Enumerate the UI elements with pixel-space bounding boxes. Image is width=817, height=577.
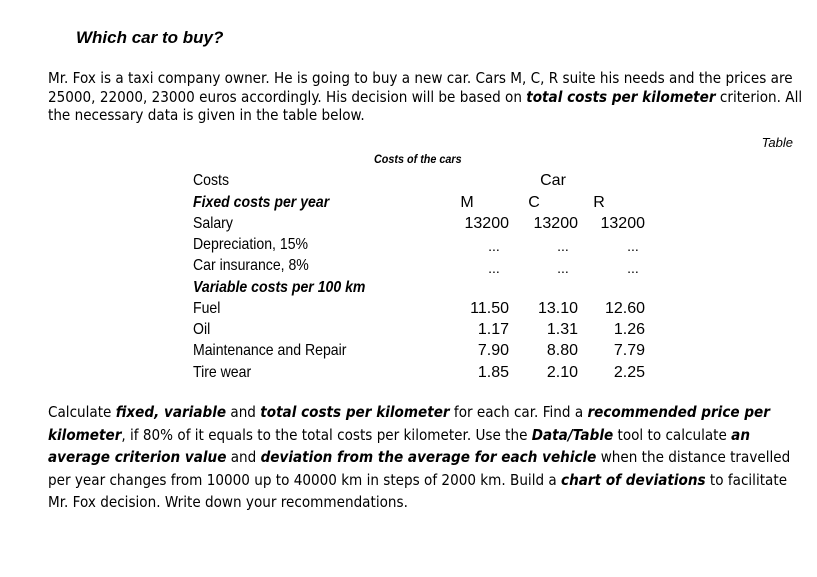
oil-c: 1.31 <box>546 321 578 338</box>
task-emphasis: an average criterion value <box>48 425 751 466</box>
table-caption: Costs of the cars <box>374 152 462 166</box>
variable-costs-header: Variable costs per 100 km <box>193 279 366 296</box>
costs-header: Costs <box>193 172 229 189</box>
car-m-header: M <box>460 194 474 211</box>
fixed-costs-header: Fixed costs per year <box>193 194 330 211</box>
task-paragraph <box>48 401 804 514</box>
car-c-header: C <box>528 194 540 211</box>
depreciation-label: Depreciation, 15% <box>193 236 309 253</box>
car-header: Car <box>540 172 566 189</box>
maintenance-c: 8.80 <box>546 342 578 359</box>
task-emphasis: deviation from the average for each vehicle <box>260 448 597 466</box>
task-text: to facilitate Mr. Fox decision. Write down your recommendations. <box>48 470 788 511</box>
depreciation-m: ... <box>488 238 500 254</box>
insurance-r: ... <box>627 260 639 276</box>
fuel-c: 13.10 <box>537 300 578 317</box>
insurance-m: ... <box>488 260 500 276</box>
depreciation-r: ... <box>627 238 639 254</box>
insurance-c: ... <box>557 260 569 276</box>
salary-m: 13200 <box>464 215 509 232</box>
intro-text-2: criterion. All the necessary data is given in the table below. <box>48 87 803 124</box>
task-emphasis: recommended price per kilometer <box>48 403 770 444</box>
oil-label: Oil <box>193 321 211 338</box>
salary-c: 13200 <box>533 215 578 232</box>
maintenance-m: 7.90 <box>477 342 509 359</box>
fuel-label: Fuel <box>193 300 221 317</box>
depreciation-c: ... <box>557 238 569 254</box>
oil-m: 1.17 <box>477 321 509 338</box>
task-emphasis: total costs per kilometer <box>260 403 450 421</box>
salary-r: 13200 <box>600 215 645 232</box>
table-label: Table <box>761 135 793 150</box>
insurance-label: Car insurance, 8% <box>193 257 309 274</box>
oil-r: 1.26 <box>613 321 645 338</box>
tire-wear-r: 2.25 <box>613 364 645 381</box>
task-text: , if 80% of it equals to the total costs per kilometer. Use the <box>121 425 532 444</box>
fuel-r: 12.60 <box>604 300 645 317</box>
task-text: and <box>226 448 261 466</box>
task-text: for each car. Find a <box>449 403 588 421</box>
tire-wear-m: 1.85 <box>477 364 509 381</box>
task-text: Calculate <box>48 403 116 421</box>
intro-paragraph <box>48 69 804 125</box>
tire-wear-c: 2.10 <box>546 364 578 381</box>
maintenance-label: Maintenance and Repair <box>193 342 347 359</box>
task-emphasis: Data/Table <box>531 425 614 444</box>
task-emphasis: chart of deviations <box>561 470 706 489</box>
tire-wear-label: Tire wear <box>193 364 252 381</box>
car-r-header: R <box>593 194 605 211</box>
task-text: when the distance travelled per year changes from 10000 up to 40000 km in steps of 2000 km. Build a <box>48 448 791 489</box>
page-title: Which car to buy? <box>76 28 224 47</box>
intro-text-1: Mr. Fox is a taxi company owner. He is going to buy a new car. Cars M, C, R suite his needs and the prices are 25000, 22000, 23000 euros accordingly. His decision will be based on <box>48 69 793 106</box>
task-text: and <box>226 403 261 421</box>
maintenance-r: 7.79 <box>613 342 645 359</box>
salary-label: Salary <box>193 215 233 232</box>
intro-emphasis: total costs per kilometer <box>526 87 716 106</box>
fuel-m: 11.50 <box>470 300 509 317</box>
task-emphasis: fixed, variable <box>115 403 227 421</box>
task-text: tool to calculate <box>613 425 732 444</box>
